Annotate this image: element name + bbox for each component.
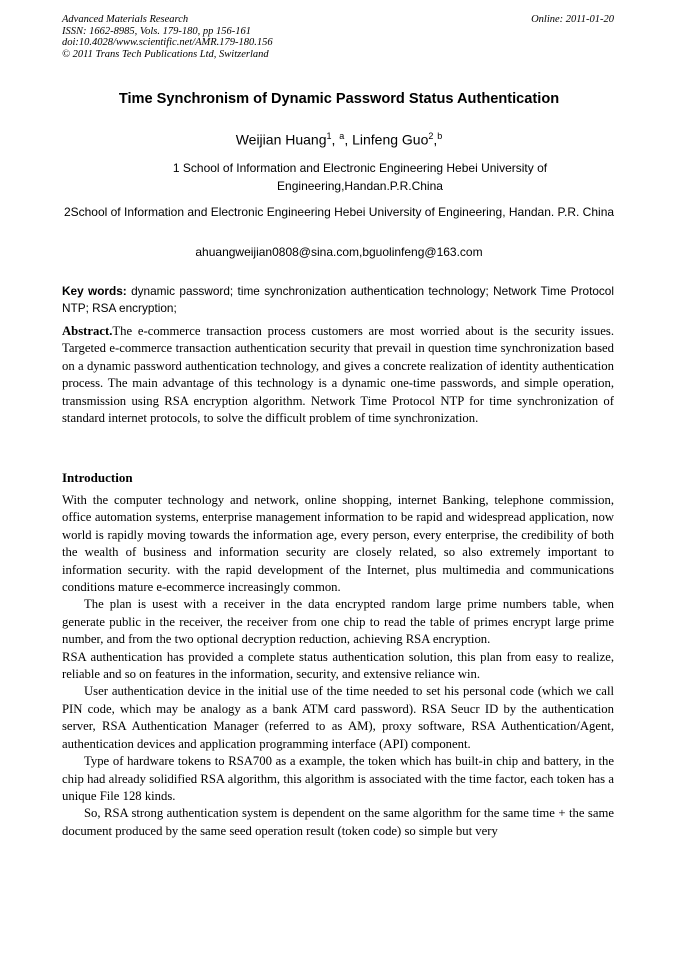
affiliation-2: 2School of Information and Electronic Engineering Hebei University of Engineering, Handan. P.R. China xyxy=(63,205,615,219)
keywords xyxy=(62,283,614,317)
intro-paragraph: RSA authentication has provided a complete status authentication solution, this plan from easy to realize, reliable and so on features in the information, security, and extensive reliance win. xyxy=(62,649,614,682)
author-separator-2: , xyxy=(433,131,438,148)
intro-paragraph: With the computer technology and network, online shopping, internet Banking, telephone commission, office automation systems, enterprise management information to be rapid and widespread application, now world is rapidly moving towards the information age, every person, every enterprise, the credibility of both the wealth of business and information security are closely related, so also extremely important to information security. with the rapid development of the Internet, plus multimedia and communications conditions mature e-ecommerce increasingly common. xyxy=(62,493,614,595)
intro-paragraph: The plan is usest with a receiver in the data encrypted random large prime numbers table, when generate public in the receiver, the receiver from one chip to read the table of primes encrypt large prime number, and from the two optional decryption reduction, achieving RSA encryption. xyxy=(62,597,614,647)
author-separator: , xyxy=(331,131,340,148)
journal-header xyxy=(62,14,618,60)
issn-line: ISSN: 1662-8985, Vols. 179-180, pp 156-161 xyxy=(62,25,251,37)
abstract-label: Abstract. xyxy=(62,324,113,338)
intro-paragraph: User authentication device in the initial use of the time needed to set his personal code (which we call PIN code, which may be analogy as a bank ATM card password). RSA Seucr ID by the authentication server, RSA Authentication Manager (referred to as AM), proxy software, RSA Authentication/Agent, authentication devices and application programming interface (API) component. xyxy=(62,684,614,751)
introduction-body xyxy=(62,492,614,840)
keywords-text: dynamic password; time synchronization authentication technology; Network Time Protocol NTP; RSA encryption; xyxy=(62,284,614,315)
paper-title: Time Synchronism of Dynamic Password Status Authentication xyxy=(118,91,560,107)
author-1-name: Weijian Huang xyxy=(235,131,327,148)
author-1-affiliation-sup: 1 xyxy=(326,131,332,141)
affiliation-1: 1 School of Information and Electronic Engineering Hebei University of Engineering,Handan.P.R.China xyxy=(172,161,548,193)
introduction-heading: Introduction xyxy=(62,470,133,485)
author-2-name: , Linfeng Guo xyxy=(344,131,429,148)
copyright-line: © 2011 Trans Tech Publications Ltd, Switzerland xyxy=(62,48,269,60)
author-line xyxy=(0,131,678,148)
doi-line: doi:10.4028/www.scientific.net/AMR.179-180.156 xyxy=(62,37,273,48)
author-2-affiliation-sup: 2 xyxy=(428,131,434,141)
intro-paragraph: Type of hardware tokens to RSA700 as a example, the token which has built-in chip and battery, in the chip had already solidified RSA algorithm, this algorithm is associated with the time factor, each token has a unique File 128 kinds. xyxy=(62,754,614,803)
keywords-label: Key words: xyxy=(62,284,127,298)
author-2-email-mark: b xyxy=(437,131,443,141)
intro-paragraph: So, RSA strong authentication system is dependent on the same algorithm for the same time + the same document produced by the same seed operation result (token code) so simple but very xyxy=(62,806,614,838)
journal-name: Advanced Materials Research xyxy=(62,14,189,25)
abstract-text: The e-commerce transaction process customers are most worried about is the security issues. Targeted e-commerce transaction authentication security that prevail in question time synchronization based on a dynamic password authentication technology, and gives a concrete realization of identity authentication process. The main advantage of this technology is a dynamic one-time passwords, and simple operation, transmission using RSA encryption algorithm. Network Time Protocol NTP for time synchronization of standard internet protocols, to solve the difficult problem of time synchronization. xyxy=(62,324,614,426)
online-date: Online: 2011-01-20 xyxy=(531,14,614,25)
author-1-email-mark: a xyxy=(339,131,345,141)
abstract xyxy=(62,323,614,427)
author-emails: ahuangweijian0808@sina.com,bguolinfeng@163.com xyxy=(195,245,483,259)
